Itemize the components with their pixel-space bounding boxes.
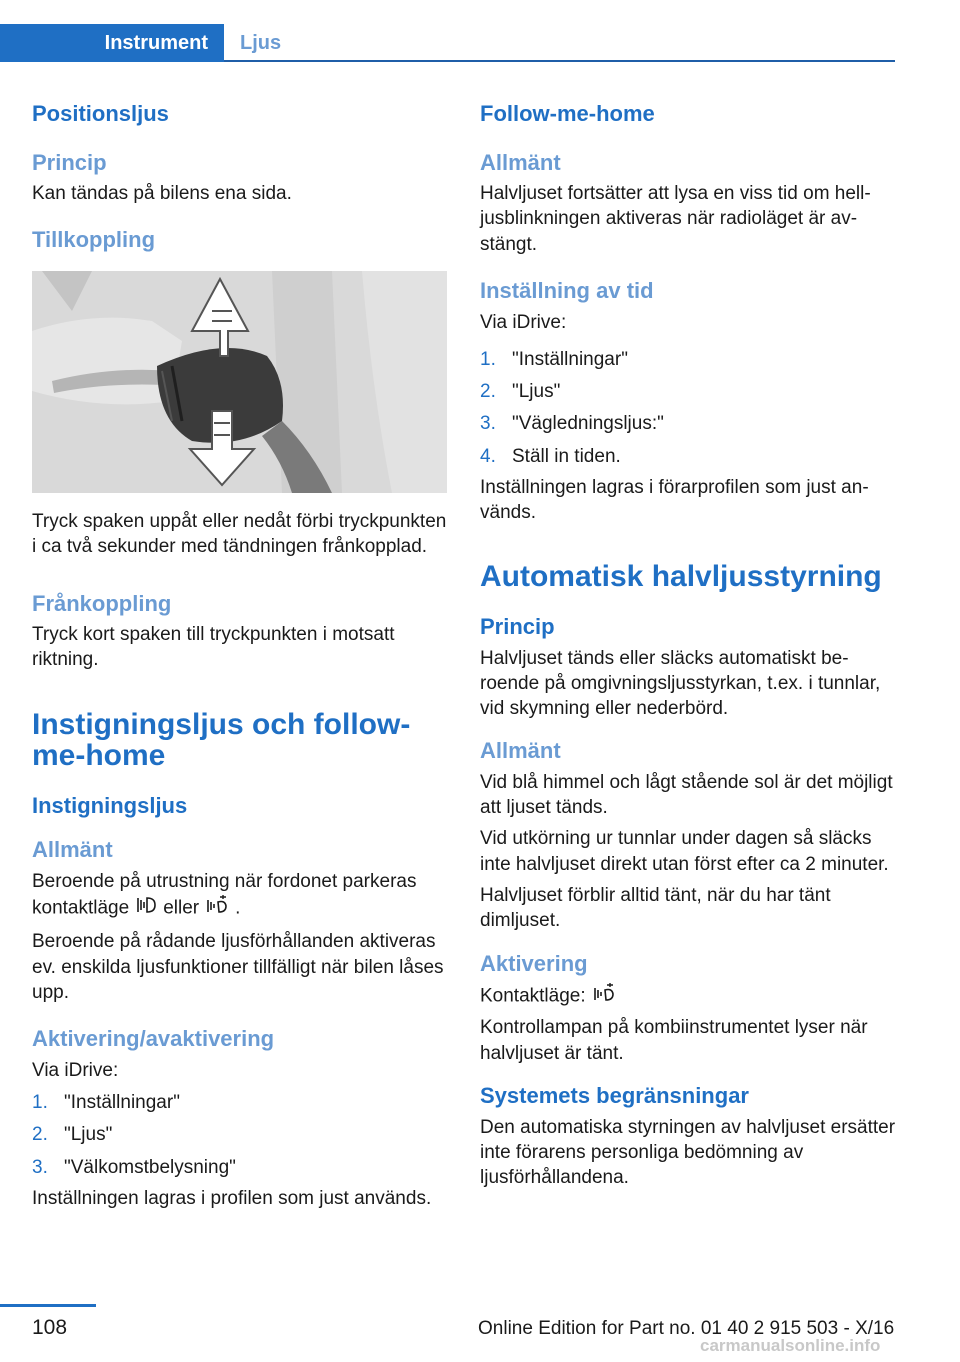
text-princip: Kan tändas på bilens ena sida. (32, 183, 292, 205)
list-item: 3. "Välkomstbelysning" (32, 1156, 236, 1178)
text-princip-auto: Halvljuset tänds eller släcks automatiskt beroende på omgivningsljusstyrkan, t.ex. i tunnlar, vid skymning eller nederbörd. (480, 647, 881, 720)
heading-positionsljus: Positionsljus (32, 101, 169, 126)
text-allmant-2: Beroende på rådande ljusförhållanden aktiveras ev. enskilda ljusfunktioner tillfälligt när bilen låses upp. (32, 931, 444, 1003)
steps-list-left (32, 1090, 450, 1180)
heading-frankoppling: Frånkoppling (32, 590, 172, 616)
heading-allmant: Allmänt (32, 837, 113, 863)
stalk-lever-image (32, 271, 447, 493)
text-kontrollampa: Kontrollampan på kombiinstrumentet lyser när halvljuset är tänt. (480, 1017, 868, 1064)
text-stored-right: Inställningen lagras i förarprofilen som just används. (480, 476, 869, 524)
left-column (32, 100, 450, 1211)
list-item: 1. "Inställningar" (32, 1092, 180, 1114)
steps-list-right (480, 347, 900, 469)
ignition-position-2-icon (592, 982, 616, 1011)
text-allmant-auto-1: Vid blå himmel och lågt stående sol är det möjligt att ljuset tänds. (480, 771, 893, 819)
section-title-auto-halvljus: Automatisk halvljusstyrning (480, 560, 882, 594)
text-tillkoppling: Tryck spaken uppåt eller nedåt förbi tryckpunkten i ca två sekunder med tändningen frånkopplad. (32, 511, 447, 558)
chapter-tabs (0, 24, 895, 62)
tab-instrument[interactable]: Instrument (0, 24, 224, 62)
list-item: 2. "Ljus" (480, 381, 561, 403)
watermark: carmanualsonline.info (700, 1336, 881, 1355)
heading-follow-me-home: Follow-me-home (480, 101, 655, 126)
list-item: 4. Ställ in tiden. (480, 445, 621, 467)
heading-princip: Princip (32, 149, 107, 175)
section-title-instigningsljus: Instigningsljus och follow-me-home (32, 707, 411, 773)
tab-ljus[interactable]: Ljus (240, 31, 282, 54)
text-frankoppling: Tryck kort spaken till tryckpunkten i motsatt riktning. (32, 624, 395, 671)
heading-aktivering: Aktivering (480, 950, 588, 976)
text-begransningar: Den automatiska styrningen av halvljuset ersätter inte förarens personliga bedömning av ljusförhållandena. (480, 1116, 896, 1189)
heading-instigningsljus: Instigningsljus (32, 792, 188, 818)
text-kontaktlage: Kontaktläge: (480, 982, 900, 1011)
heading-installning-av-tid: Inställning av tid (480, 277, 654, 303)
text-allmant-auto-3: Halvljuset förblir alltid tänt, när du har tänt dimljuset. (480, 884, 831, 932)
text-via-idrive-right: Via iDrive: (480, 311, 567, 333)
ignition-position-1-icon (135, 894, 157, 923)
footer-rule (0, 1304, 96, 1307)
page-number: 108 (32, 1316, 68, 1339)
heading-tillkoppling: Tillkoppling (32, 227, 156, 253)
text-allmant-auto-2: Vid utkörning ur tunnlar under dagen så släcks inte halvljuset direkt utan först efter ca 2 minuter. (480, 828, 889, 875)
heading-allmant-fmh: Allmänt (480, 149, 561, 175)
list-item: 3. "Vägledningsljus:" (480, 413, 664, 435)
list-item: 2. "Ljus" (32, 1124, 113, 1146)
heading-systemets-begransningar: Systemets begränsningar (480, 1082, 749, 1108)
text-allmant-1: Beroende på utrustning när fordonet parkeras kontaktläge eller . (32, 869, 450, 924)
heading-allmant-auto: Allmänt (480, 738, 561, 764)
edition-note: Online Edition for Part no. 01 40 2 915 503 - X/16 (478, 1318, 895, 1339)
text-via-idrive: Via iDrive: (32, 1059, 119, 1081)
heading-princip-auto: Princip (480, 613, 555, 639)
text-stored-left: Inställningen lagras i profilen som just används. (32, 1187, 432, 1209)
text-allmant-fmh: Halvljuset fortsätter att lysa en viss tid om helljusblinkningen aktiveras när radioläget är avstängt. (480, 183, 871, 255)
list-item: 1. "Inställningar" (480, 348, 628, 370)
ignition-position-2-icon (205, 894, 229, 923)
right-column (480, 100, 900, 1190)
heading-aktivering-avaktivering: Aktivering/avaktivering (32, 1026, 275, 1052)
lever-illustration (32, 271, 447, 493)
